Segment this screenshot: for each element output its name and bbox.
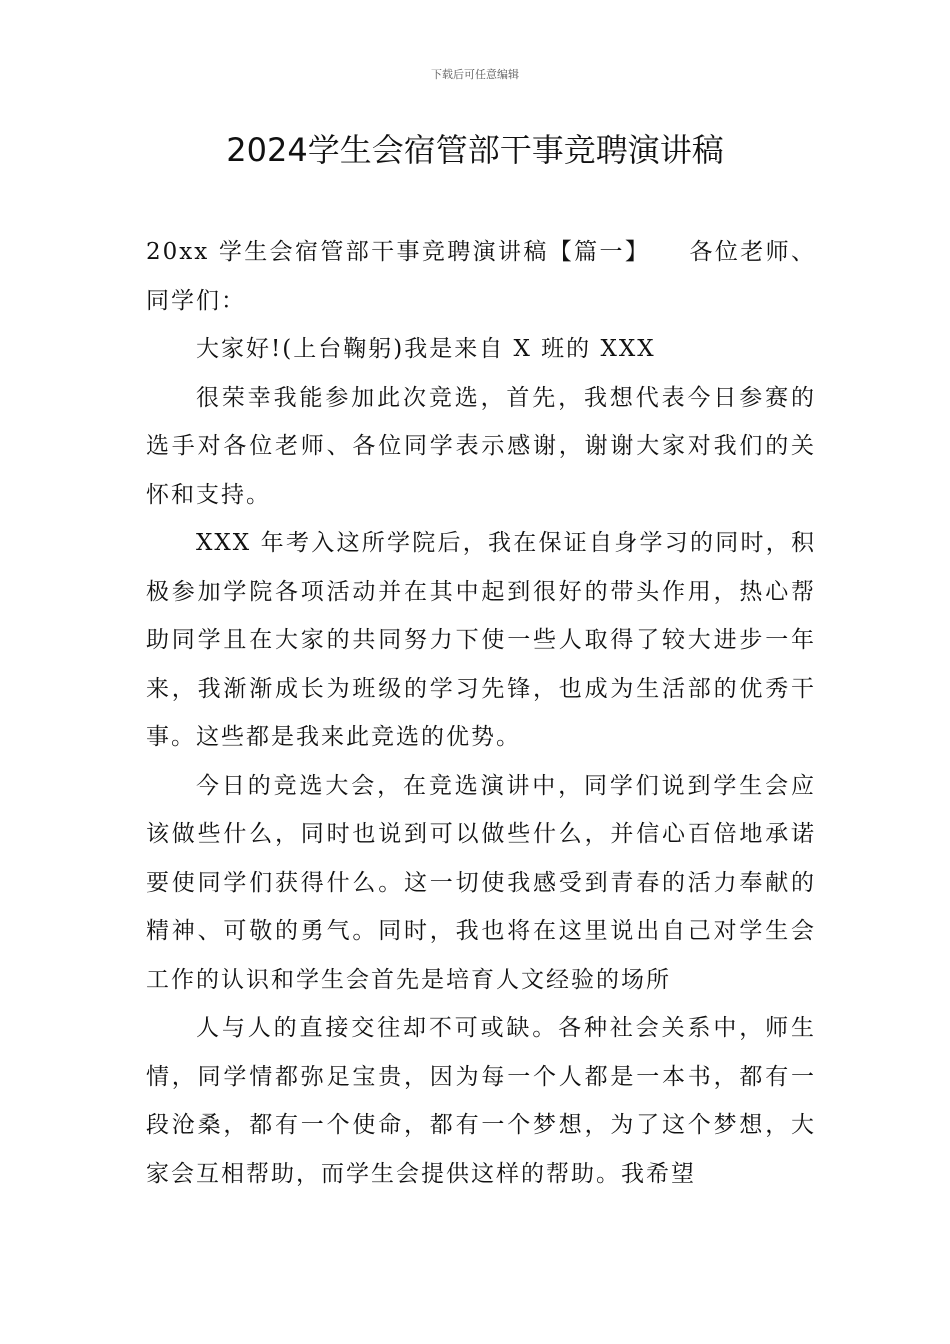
paragraph-3: 很荣幸我能参加此次竞选，首先，我想代表今日参赛的选手对各位老师、各位同学表示感谢，谢谢大家对我们的关怀和支持。 — [146, 384, 816, 508]
paragraph-5: 今日的竞选大会，在竞选演讲中，同学们说到学生会应该做些什么，同时也说到可以做些什么，并信心百倍地承诺要使同学们获得什么。这一切使我感受到青春的活力奉献的精神、可敬的勇气。同时，我也将在这里说出自己对学生会工作的认识和学生会首先是培育人文经验的场所 — [146, 772, 816, 993]
document-title: 2024学生会宿管部干事竞聘演讲稿 — [226, 131, 724, 169]
paragraph-6: 人与人的直接交往却不可或缺。各种社会关系中，师生情，同学情都弥足宝贵，因为每一个人都是一本书，都有一段沧桑，都有一个使命，都有一个梦想，为了这个梦想，大家会互相帮助，而学生会提供这样的帮助。我希望 — [146, 1015, 816, 1187]
document-body — [146, 228, 816, 1198]
paragraph-2: 大家好!(上台鞠躬)我是来自 X 班的 XXX — [196, 336, 656, 362]
paragraph-4: XXX 年考入这所学院后，我在保证自身学习的同时，积极参加学院各项活动并在其中起到很好的带头作用，热心帮助同学且在大家的共同努力下使一些人取得了较大进步一年来，我渐渐成长为班级的学习先锋，也成为生活部的优秀干事。这些都是我来此竞选的优势。 — [146, 530, 816, 750]
paragraph-1: 20xx 学生会宿管部干事竞聘演讲稿【篇一】 各位老师、同学们： — [146, 239, 816, 314]
download-note: 下载后可任意编辑 — [431, 68, 519, 81]
